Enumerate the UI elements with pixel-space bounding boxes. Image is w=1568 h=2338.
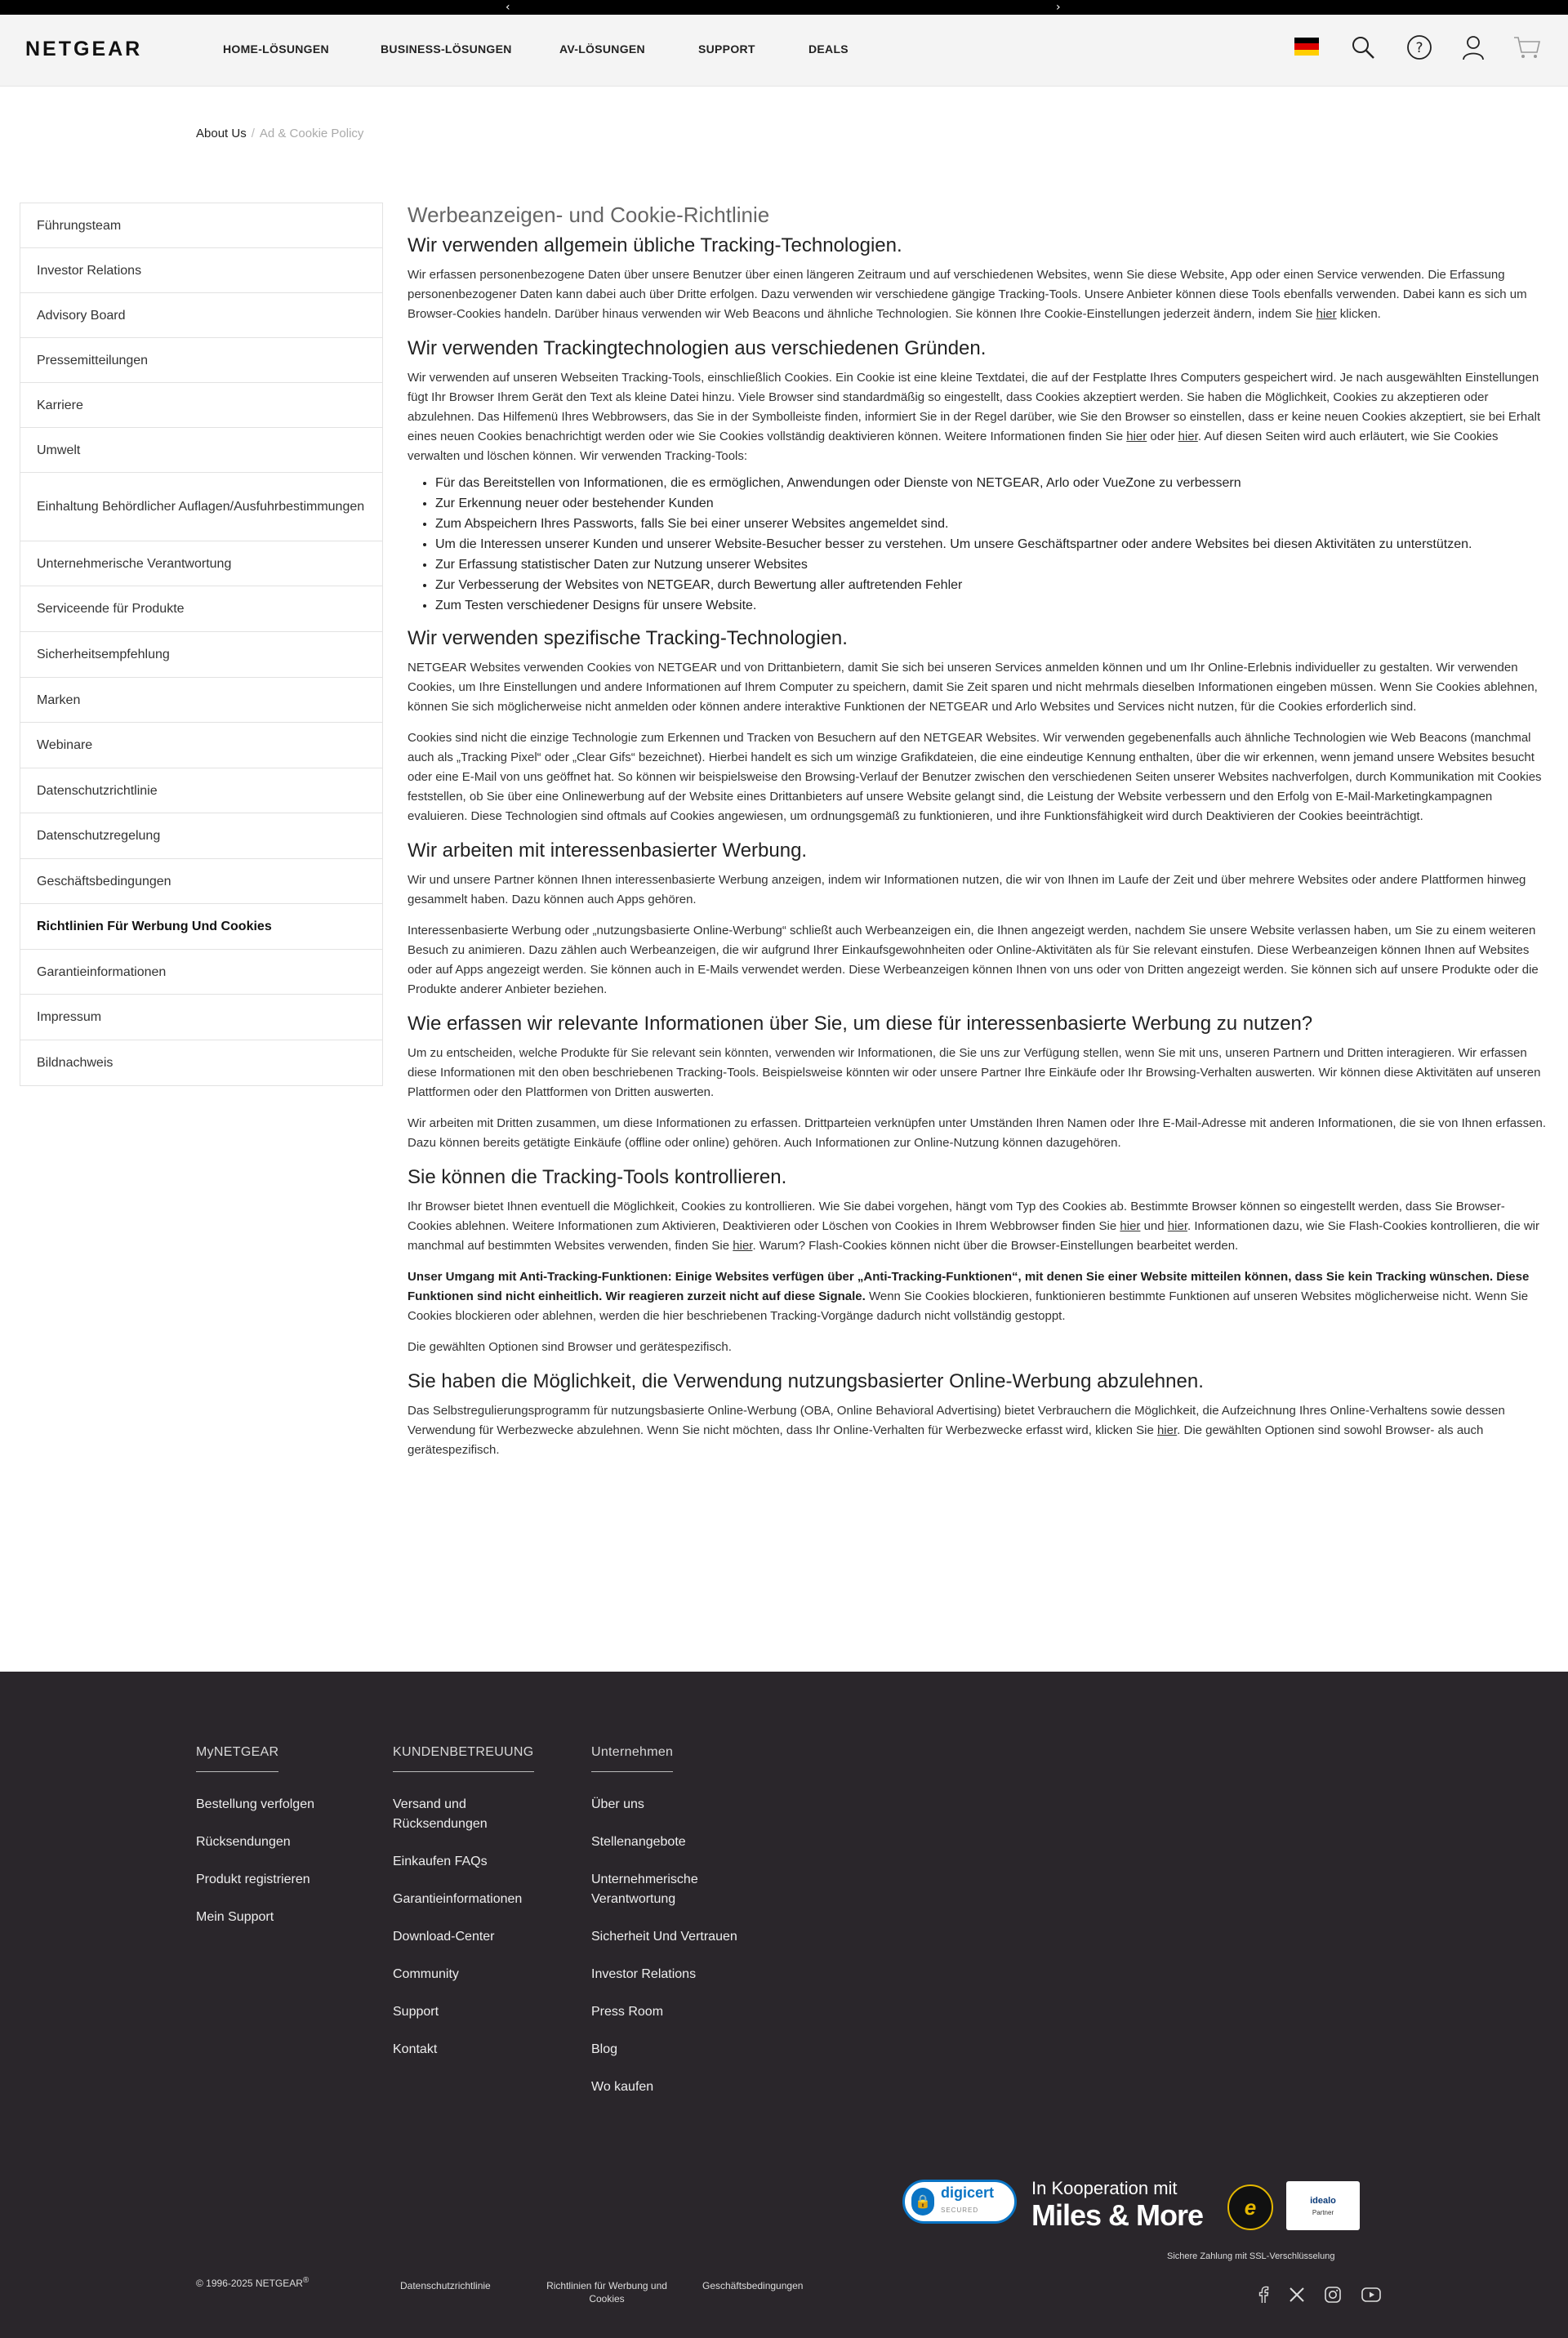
sidebar-item-werbung-cookies[interactable]: Richtlinien Für Werbung Und Cookies (20, 904, 382, 950)
lock-icon: 🔒 (911, 2188, 934, 2216)
footer-col-company (591, 1745, 763, 2115)
footer-link-responsibility[interactable]: Unternehmerische Verantwortung (591, 1873, 698, 1906)
tracking-reasons-list (435, 473, 1548, 616)
footer-link-track-order[interactable]: Bestellung verfolgen (196, 1797, 314, 1811)
help-icon[interactable] (1405, 33, 1434, 62)
breadcrumb-separator: / (251, 127, 255, 140)
footer-legal-privacy[interactable]: Datenschutzrichtlinie (400, 2280, 491, 2291)
section-text (408, 1267, 1548, 1326)
footer-link-my-support[interactable]: Mein Support (196, 1910, 274, 1924)
text-run: und (1140, 1219, 1168, 1233)
list-item: • Für das Bereitstellen von Informationen, die es ermöglichen, Anwendungen oder Dienste von NETGEAR, Arlo oder VueZone zu verbessern (435, 473, 1548, 493)
sidebar-item-webinare[interactable]: Webinare (20, 723, 382, 768)
section-heading-reasons: Wir verwenden Trackingtechnologien aus verschiedenen Gründen. (408, 337, 987, 359)
about-sidebar (20, 203, 383, 1086)
section-text: Wir und unsere Partner können Ihnen interessenbasierte Werbung anzeigen, indem wir Informationen nutzen, die wir von Ihnen im Laufe der Zeit und über mehrere Websites oder andere Plattformen hinweg gesammelt haben. Dazu können auch Apps gehören. (408, 873, 1526, 906)
text-run: . Warum? Flash-Cookies können nicht über die Browser-Einstellungen bearbeitet werden. (752, 1239, 1239, 1253)
section-text (408, 265, 1548, 324)
sidebar-item-marken[interactable]: Marken (20, 678, 382, 723)
digicert-label: digicert (941, 2184, 995, 2201)
sidebar-item-compliance[interactable]: Einhaltung Behördlicher Auflagen/Ausfuhrbestimmungen (20, 473, 382, 541)
policy-content (408, 202, 1548, 1472)
youtube-icon[interactable] (1361, 2284, 1382, 2305)
page-title: Werbeanzeigen- und Cookie-Richtlinie (408, 203, 770, 227)
nav-av-solutions[interactable]: AV-LÖSUNGEN (559, 42, 645, 56)
footer-link-warranty[interactable]: Garantieinformationen (393, 1892, 523, 1906)
footer-link-shipping-returns[interactable]: Versand und Rücksendungen (393, 1797, 488, 1831)
footer-col-mynetgear (196, 1745, 314, 1945)
site-footer (0, 1672, 1568, 2338)
cookie-settings-link[interactable]: hier (1316, 307, 1337, 321)
section-text (408, 368, 1548, 466)
sidebar-item-impressum[interactable]: Impressum (20, 995, 382, 1040)
breadcrumb (196, 127, 363, 140)
sidebar-item-advisory-board[interactable]: Advisory Board (20, 293, 382, 338)
text-run: Wenn Sie Cookies blockieren, funktionieren bestimmte Funktionen auf unseren Websites möglicherweise nicht. Wenn Sie Cookies blockieren oder ablehnen, werden die hier beschriebenen Tracking-Vorgänge dadurch nicht vollständig gestoppt. (408, 1289, 1529, 1323)
browser-cookies-link-2[interactable]: hier (1167, 1219, 1187, 1233)
footer-link-about-us[interactable]: Über uns (591, 1797, 644, 1811)
text-run: . Auf diesen Seiten wird auch erläutert, wie Sie Cookies verwalten und löschen können. Wir verwenden Tracking-Tools: (408, 430, 1499, 463)
digicert-badge[interactable] (902, 2180, 1017, 2224)
footer-link-community[interactable]: Community (393, 1967, 459, 1981)
sidebar-item-sicherheitsempfehlung[interactable]: Sicherheitsempfehlung (20, 632, 382, 678)
text-run: . Die gewählten Optionen sind sowohl Browser- als auch gerätespezifisch. (408, 1423, 1484, 1457)
footer-link-contact[interactable]: Kontakt (393, 2042, 438, 2056)
sidebar-item-datenschutzregelung[interactable]: Datenschutzregelung (20, 813, 382, 859)
sidebar-item-umwelt[interactable]: Umwelt (20, 428, 382, 473)
footer-link-jobs[interactable]: Stellenangebote (591, 1835, 686, 1849)
footer-link-where-to-buy[interactable]: Wo kaufen (591, 2080, 654, 2094)
list-item: • Zur Erkennung neuer oder bestehender Kunden (435, 493, 1548, 514)
idealo-sub-label: Partner (1312, 2208, 1334, 2216)
sidebar-item-fuehrungsteam[interactable]: Führungsteam (20, 203, 382, 248)
footer-col-customer-care (393, 1745, 556, 2077)
miles-and-more-badge[interactable] (1031, 2178, 1203, 2232)
registered-mark: ® (302, 2276, 310, 2285)
list-item: • Zur Verbesserung der Websites von NETGEAR, durch Bewertung aller auftretenden Fehler (435, 575, 1548, 595)
copyright (196, 2276, 309, 2289)
section-text: Interessenbasierte Werbung oder „nutzungsbasierte Online-Werbung“ schließt auch Werbeanzeigen ein, die Ihnen angezeigt werden, nachdem Sie unsere Website verlassen haben, um Sie zu einem weiteren Besuch zu animieren. Dazu zählen auch Werbeanzeigen, die wir aufgrund Ihrer Einkaufsgewohnheiten oder Online-Aktivitäten als für Sie relevant einstufen. Diese Werbeanzeigen können Ihnen auf Websites oder auf Apps angezeigt werden. Sie können auch in E-Mails verwendet werden. Diese Werbeanzeigen können Ihnen von uns oder von Dritten angezeigt werden. Sie können sich auf unsere Produkte oder die Produkte anderer Anbieter beziehen. (408, 924, 1539, 996)
text-run: oder (1147, 430, 1178, 443)
text-run: . Informationen dazu, wie Sie Flash-Cookies kontrollieren, die wir manchmal auf bestimmten Websites verwenden, finden Sie (408, 1219, 1540, 1253)
list-item: • Zur Erfassung statistischer Daten zur Nutzung unserer Websites (435, 554, 1548, 575)
section-heading-collect-info: Wie erfassen wir relevante Informationen über Sie, um diese für interessenbasierte Werbung zu nutzen? (408, 1013, 1313, 1035)
footer-link-press-room[interactable]: Press Room (591, 2005, 664, 2019)
copyright-text: © 1996-2025 NETGEAR (196, 2278, 303, 2289)
section-text (408, 1197, 1548, 1256)
breadcrumb-about-us[interactable]: About Us (196, 127, 247, 140)
idealo-badge[interactable] (1286, 2181, 1360, 2230)
info-link-1[interactable]: hier (1126, 430, 1147, 443)
sidebar-item-serviceende[interactable]: Serviceende für Produkte (20, 586, 382, 632)
instagram-icon[interactable] (1322, 2284, 1343, 2305)
oba-opt-out-link[interactable]: hier (1156, 1423, 1178, 1437)
footer-link-blog[interactable]: Blog (591, 2042, 618, 2056)
section-text: Cookies sind nicht die einzige Technologie zum Erkennen und Tracken von Besuchern auf den NETGEAR Websites. Wir verwenden gegebenenfalls auch ähnliche Technologien wie Web Beacons (manchmal auch als „Tracking Pixel“ oder „Clear Gifs“ bezeichnet). Hierbei handelt es sich um winzige Grafikdateien, die eine eindeutige Kennung enthalten, über die wir erkennen, wenn jemand unsere Websites besucht oder eine E-Mail von uns geöffnet hat. So können wir beispielsweise den Browsing-Verlauf der Benutzer zwischen den verschiedenen Seiten unserer Websites nachverfolgen, durch Kommunikation mit Cookies feststellen, ob Sie über eine Onlinewerbung auf der Website eines Drittanbieters auf unsere Website gelangt sind, die Leistung der Website verbessern und den Erfolg von E-Mail-Marketingkampagnen evaluieren. Diese Technologien sind oftmals auf Cookies angewiesen, um ordnungsgemäß zu funktionieren, und ihre Funktionsfähigkeit wird durch Deaktivieren der Cookies beeinträchtigt. (408, 731, 1542, 823)
site-header (0, 15, 1568, 87)
sidebar-item-datenschutzrichtlinie[interactable]: Datenschutzrichtlinie (20, 768, 382, 813)
flag-de-icon[interactable] (1294, 38, 1319, 56)
facebook-icon[interactable] (1253, 2284, 1274, 2305)
text-run: Wir verwenden auf unseren Webseiten Tracking-Tools, einschließlich Cookies. Ein Cookie ist eine kleine Textdatei, die auf der Festplatte Ihres Computers gespeichert wird. Je nach ausgewählten Einstellungen fügt Ihr Browser Ihrem Gerät den Text als kleine Datei hinzu. Viele Browser sind standardmäßig so eingestellt, dass Cookies akzeptiert werden. Sie haben die Möglichkeit, Cookies zu akzeptieren oder abzulehnen. Das Hilfemenü Ihres Webbrowsers, das Sie in der Symbolleiste finden, informiert Sie in der Regel darüber, wie Sie den Browser so einstellen, dass er keine neuen Cookies akzeptiert, sie bei Erhalt eines neuen Cookies benachrichtigt werden oder wie Sie Cookies vollständig deaktivieren können. Weitere Informationen finden Sie (408, 371, 1541, 443)
section-heading-tracking-tech: Wir verwenden allgemein übliche Tracking-Technologien. (408, 234, 902, 256)
flag-stripe-black (1294, 38, 1319, 43)
section-text: Die gewählten Optionen sind Browser und gerätespezifisch. (408, 1340, 732, 1354)
section-text: Wir arbeiten mit Dritten zusammen, um diese Informationen zu erfassen. Drittparteien verknüpfen unter Umständen Ihren Namen oder Ihre E-Mail-Adresse mit anderen Informationen, die sie von Ihnen erfassen. Dazu können bereits getätigte Einkäufe (offline oder online) gehören. Auch Informationen zur Online-Nutzung können dazugehören. (408, 1116, 1547, 1150)
sidebar-item-geschaeftsbedingungen[interactable]: Geschäftsbedingungen (20, 859, 382, 904)
svg-text:?: ? (1415, 40, 1423, 56)
nav-deals[interactable]: DEALS (808, 42, 849, 56)
footer-link-register-product[interactable]: Produkt registrieren (196, 1873, 310, 1886)
footer-link-download-center[interactable]: Download-Center (393, 1930, 495, 1944)
section-heading-opt-out: Sie haben die Möglichkeit, die Verwendung nutzungsbasierter Online-Werbung abzulehnen. (408, 1370, 1204, 1392)
nav-support[interactable]: SUPPORT (698, 42, 755, 56)
promo-next-arrow[interactable]: › (1056, 1, 1061, 14)
promo-prev-arrow[interactable]: ‹ (506, 1, 510, 14)
sidebar-item-pressemitteilungen[interactable]: Pressemitteilungen (20, 338, 382, 383)
koop-line2: Miles & More (1031, 2198, 1204, 2232)
info-link-2[interactable]: hier (1178, 430, 1198, 443)
x-icon[interactable] (1286, 2284, 1307, 2305)
footer-legal-ad-cookie[interactable]: Richtlinien für Werbung und Cookies (546, 2280, 667, 2305)
section-heading-interest-ads: Wir arbeiten mit interessenbasierter Werbung. (408, 839, 808, 862)
list-item: • Zum Abspeichern Ihres Passworts, falls Sie bei einer unserer Websites angemeldet sind. (435, 514, 1548, 534)
sidebar-item-investor-relations[interactable]: Investor Relations (20, 248, 382, 293)
netgear-logo[interactable]: NETGEAR (25, 38, 143, 60)
text-run: Das Selbstregulierungsprogramm für nutzungsbasierte Online-Werbung (OBA, Online Behavioral Advertising) bietet Verbrauchern die Möglichkeit, die Aufzeichnung Ihres Online-Verhaltens sowie dessen Verwendung für Werbezwecke abzulehnen. Wenn Sie nicht möchten, dass Ihr Online-Verhalten für Werbezwecke erfasst wird, klicken Sie (408, 1404, 1505, 1437)
trusted-shops-badge[interactable]: e (1227, 2184, 1273, 2230)
nav-home-solutions[interactable]: HOME-LÖSUNGEN (223, 42, 329, 56)
footer-heading: Unternehmen (591, 1745, 673, 1772)
user-icon[interactable] (1459, 33, 1488, 62)
section-heading-specific-tech: Wir verwenden spezifische Tracking-Technologien. (408, 627, 848, 649)
promo-bar (0, 0, 1568, 15)
footer-heading: KUNDENBETREUUNG (393, 1745, 534, 1772)
sidebar-item-karriere[interactable]: Karriere (20, 383, 382, 428)
flash-cookies-link[interactable]: hier (733, 1239, 753, 1253)
anti-tracking-bold-text: Unser Umgang mit Anti-Tracking-Funktionen: Einige Websites verfügen über „Anti-Tracking-Funktionen“, mit denen Sie einer Website mitteilen können, dass Sie kein Tracking wünschen. Diese Funktionen sind nicht einheitlich. Wir reagieren zurzeit nicht auf diese Signale. (408, 1270, 1530, 1303)
list-item: • Zum Testen verschiedener Designs für unsere Website. (435, 595, 1548, 616)
footer-link-returns[interactable]: Rücksendungen (196, 1835, 291, 1849)
trust-badges (902, 2178, 1360, 2235)
cart-icon[interactable] (1512, 33, 1542, 62)
text-run: Wir erfassen personenbezogene Daten über unsere Benutzer über einen längeren Zeitraum und auf verschiedenen Websites, wenn Sie diese Website, App oder einen Service verwenden. Die Erfassung personenbezogener Daten kann dabei auch über Dritte erfolgen. Dazu verwenden wir verschiedene gängige Tracking-Tools. Unsere Anbieter können diese Tools ebenfalls verwenden. Dabei kann es sich um Browser-Cookies handeln. Darüber hinaus verwenden wir Web Beacons und ähnliche Technologien. Sie können Ihre Cookie-Einstellungen jederzeit ändern, indem Sie (408, 268, 1527, 321)
nav-business-solutions[interactable]: BUSINESS-LÖSUNGEN (381, 42, 512, 56)
ssl-note: Sichere Zahlung mit SSL-Verschlüsselung (1167, 2251, 1335, 2261)
sidebar-item-verantwortung[interactable]: Unternehmerische Verantwortung (20, 541, 382, 586)
koop-line1: In Kooperation mit (1031, 2178, 1178, 2198)
section-text: Um zu entscheiden, welche Produkte für Sie relevant sein könnten, verwenden wir Informationen, die Sie uns zur Verfügung stellen, wenn Sie mit uns, unseren Partnern und Dritten interagieren. Wir erfassen diese Informationen mit den oben beschriebenen Tracking-Tools. Beispielsweise könnten wir oder unsere Partner Ihre Einkäufe oder Ihr Browsing-Verhalten auswerten. Wir können diese Aktivitäten auf unseren Plattformen oder den Plattformen von Dritten auswerten. (408, 1046, 1541, 1099)
breadcrumb-current: Ad & Cookie Policy (259, 127, 364, 140)
digicert-secured-label: SECURED (941, 2207, 979, 2214)
list-item: • Um die Interessen unserer Kunden und unserer Website-Besucher besser zu verstehen. Um unsere Geschäftspartner oder andere Websites bei diesen Aktivitäten zu unterstützen. (435, 534, 1548, 554)
text-run: Ihr Browser bietet Ihnen eventuell die Möglichkeit, Cookies zu kontrollieren. Wie Sie dabei vorgehen, hängt vom Typ des Cookies ab. Bestimmte Browser können so eingestellt werden, dass Sie Browser-Cookies ablehnen. Weitere Informationen zum Aktivieren, Deaktivieren oder Löschen von Cookies in Ihrem Webbrowser finden Sie (408, 1200, 1505, 1233)
sidebar-item-garantieinformationen[interactable]: Garantieinformationen (20, 950, 382, 995)
sidebar-item-bildnachweis[interactable]: Bildnachweis (37, 1056, 114, 1070)
section-text: NETGEAR Websites verwenden Cookies von NETGEAR und von Drittanbietern, damit Sie sich bei unseren Services anmelden können und um Ihr Online-Erlebnis individueller zu gestalten. Wir verwenden Cookies, um Ihre Einstellungen und andere Informationen auf Ihrem Computer zu speichern, damit Sie Zeit sparen und nicht mehrmals dieselben Informationen eingeben müssen. Wenn Sie Cookies ablehnen, können Sie sich möglicherweise nicht anmelden oder können andere interaktive Funktionen der NETGEAR und Arlo Websites und Services nicht nutzen, für die Cookies erforderlich sind. (408, 661, 1538, 714)
text-run: klicken. (1336, 307, 1381, 321)
footer-link-support[interactable]: Support (393, 2005, 439, 2019)
footer-heading: MyNETGEAR (196, 1745, 278, 1772)
footer-link-shopping-faqs[interactable]: Einkaufen FAQs (393, 1855, 488, 1868)
footer-link-investor-relations[interactable]: Investor Relations (591, 1967, 697, 1981)
flag-stripe-red (1294, 43, 1319, 49)
search-icon[interactable] (1348, 33, 1378, 62)
idealo-label: idealo (1310, 2195, 1336, 2206)
footer-link-security-trust[interactable]: Sicherheit Und Vertrauen (591, 1930, 737, 1944)
flag-stripe-gold (1294, 50, 1319, 56)
footer-legal-terms[interactable]: Geschäftsbedingungen (702, 2280, 804, 2291)
browser-cookies-link-1[interactable]: hier (1120, 1219, 1141, 1233)
section-heading-control-tools: Sie können die Tracking-Tools kontrollieren. (408, 1166, 787, 1188)
section-text (408, 1401, 1548, 1460)
